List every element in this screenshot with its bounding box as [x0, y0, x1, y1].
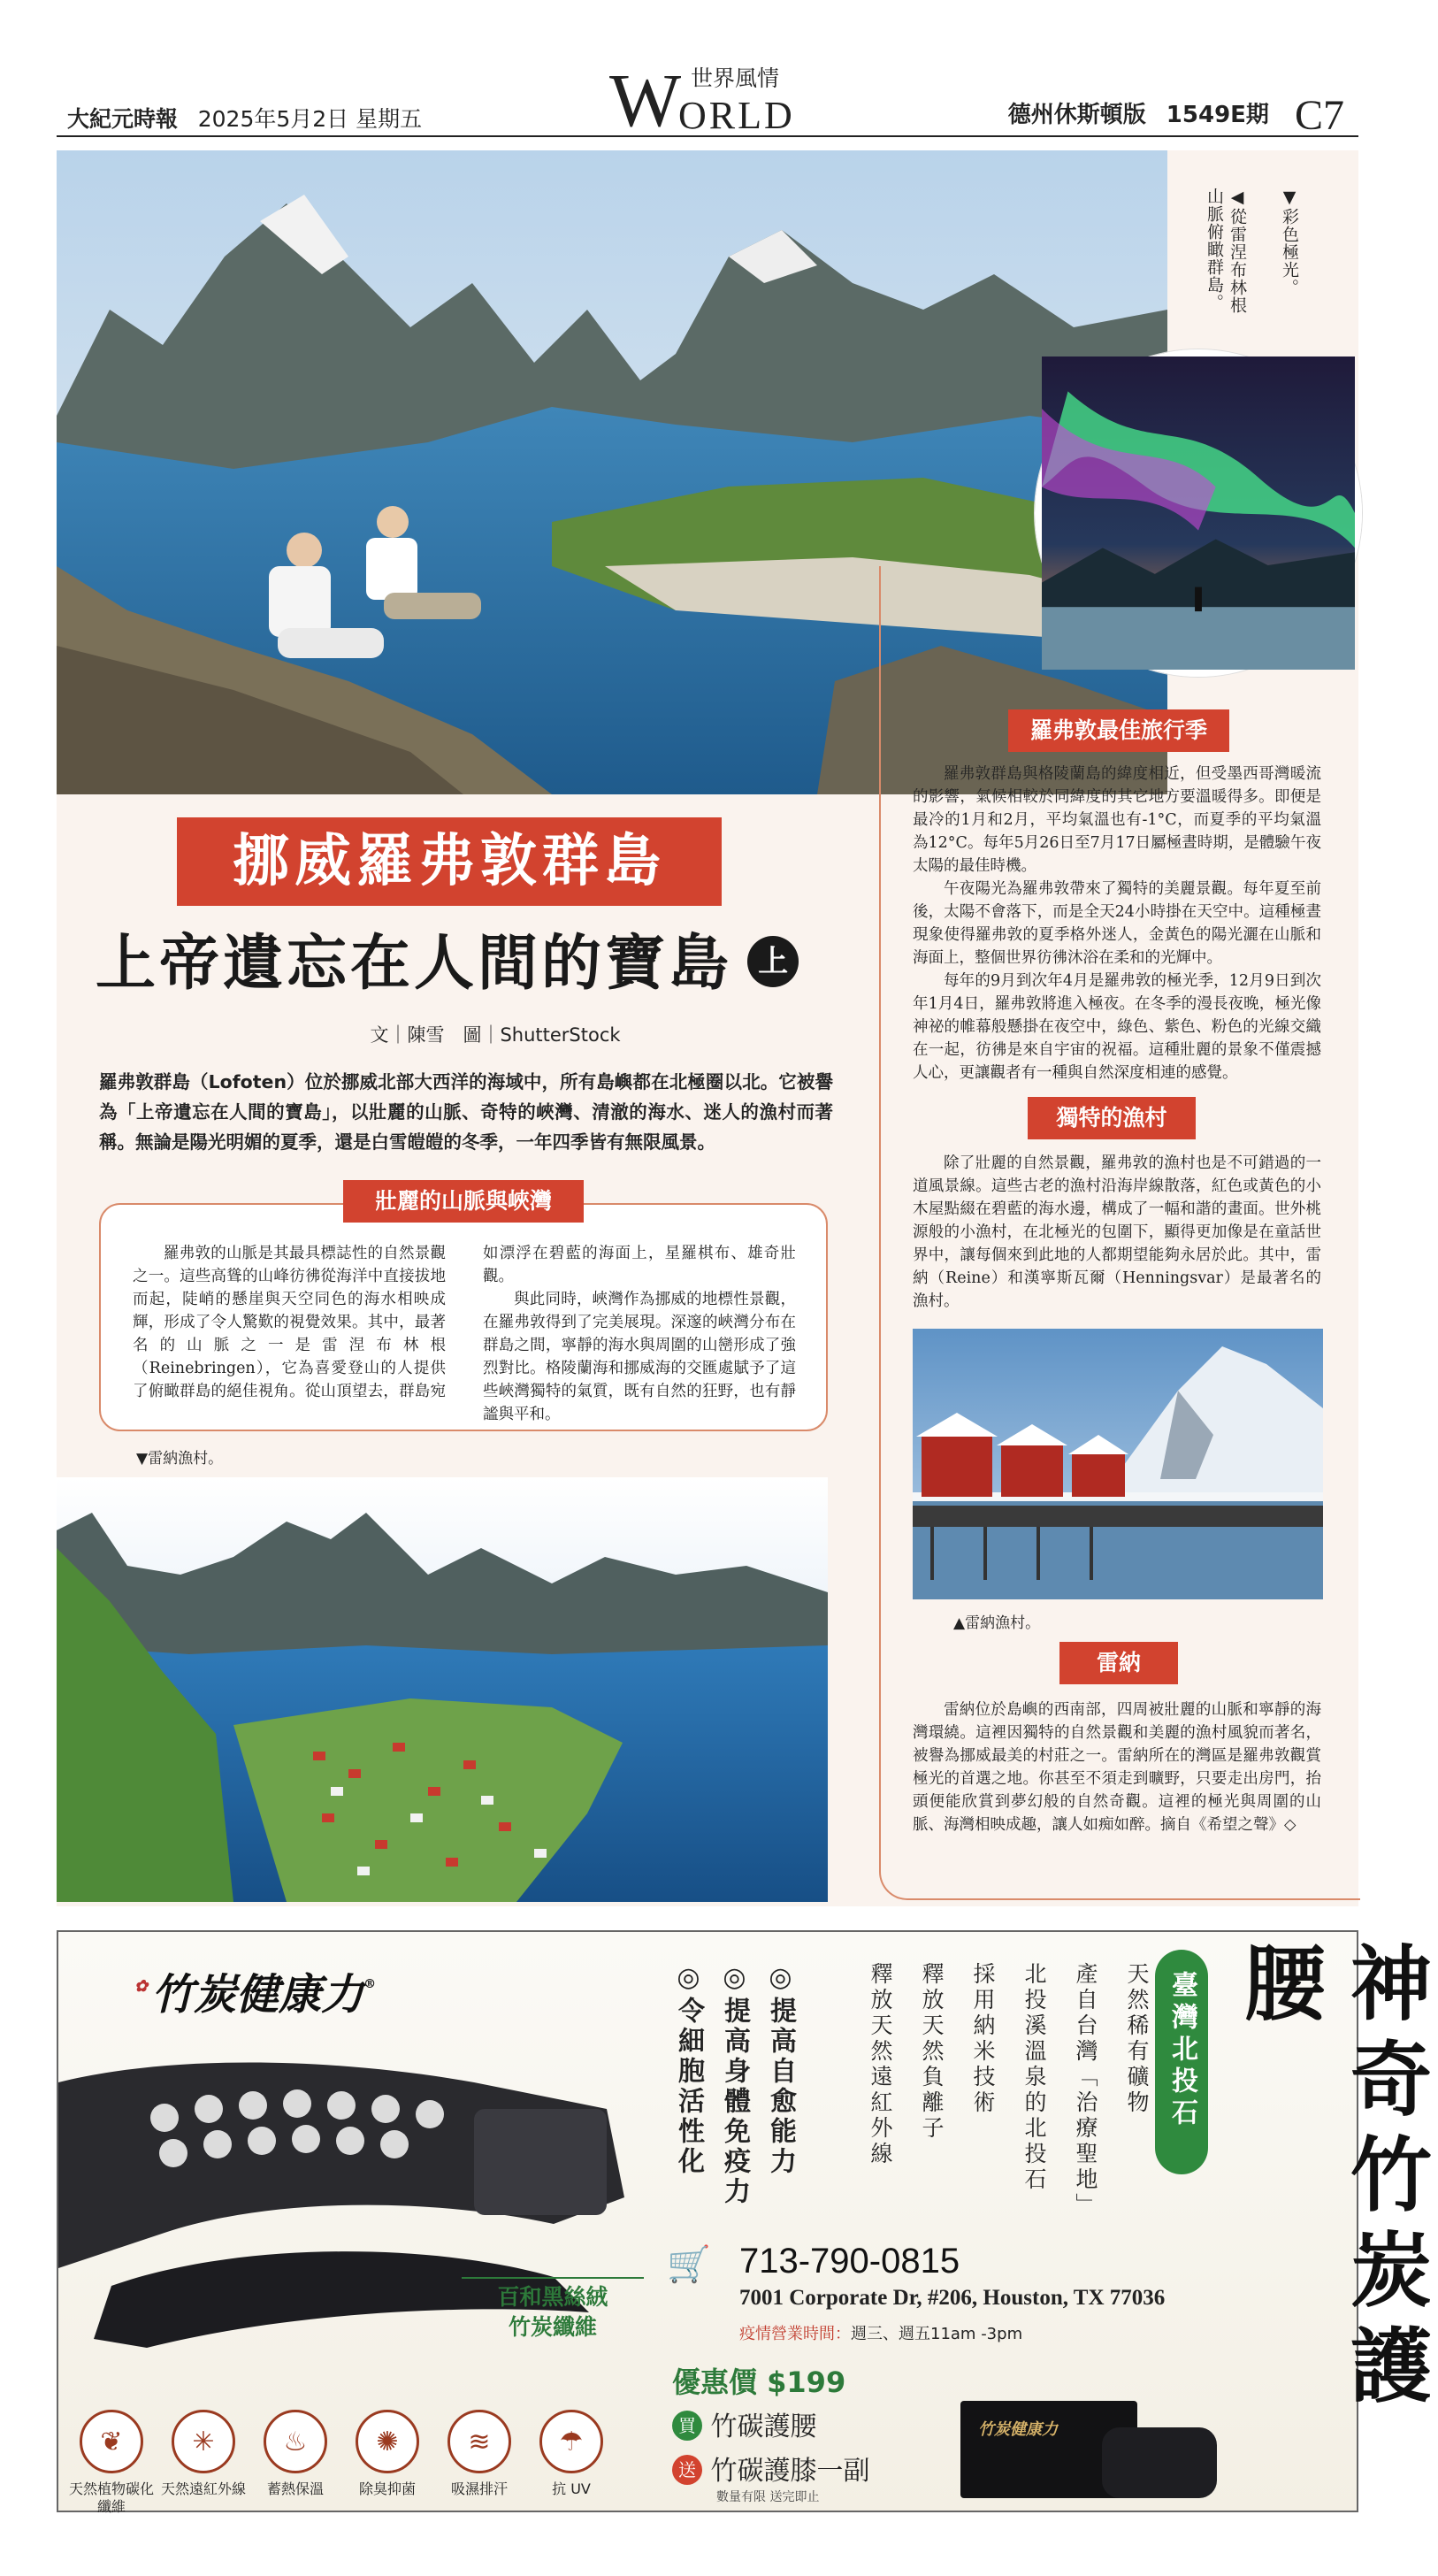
fiber-label	[462, 2277, 644, 2342]
moisture-icon: ≋	[447, 2410, 511, 2473]
origin-badge-text: 臺灣北投石	[1166, 1971, 1197, 2130]
ad-benefits	[665, 1962, 803, 2207]
masthead-left	[67, 102, 422, 134]
section3-paragraph: 除了壯麗的自然景觀，羅弗敦的漁村也是不可錯過的一道風景線。這些古老的漁村沿海岸線散落，紅色或黃色的小木屋點綴在碧藍的海水邊，構成了一幅和諧的畫面。世外桃源般的小漁村，在北極光的包圍下，顯得更加像是在童話世界中，讓每個來到此地的人都期望能夠永居於此。其中，雷納（Reine）和漢寧斯瓦爾（Henningsvar）是最著名的漁村。	[913, 1154, 1321, 1310]
issue-date: 2025年5月2日 星期五	[197, 106, 423, 132]
section2-paragraph: 午夜陽光為羅弗敦帶來了獨特的美麗景觀。每年夏至前後，太陽不會落下，而是全天24小時掛在天空中。這種極晝現象使得羅弗敦的夏季格外迷人，金黃色的陽光灑在山脈和海面上，整個世界彷彿沐浴在柔和的光輝中。	[913, 880, 1321, 967]
origin-badge	[1155, 1950, 1208, 2174]
fiber-line2: 竹炭纖維	[508, 2314, 597, 2340]
edition: 德州休斯頓版	[1007, 102, 1146, 128]
reine-winter-caption: ▲雷納漁村。	[953, 1614, 1041, 1632]
feature-label: 天然遠紅外線	[160, 2480, 246, 2497]
article-title: 挪威羅弗敦群島	[233, 829, 666, 894]
hours-value: 週三、週五11am -3pm	[851, 2325, 1023, 2343]
buy-row	[672, 2404, 817, 2443]
section4-heading: 雷納	[1059, 1642, 1178, 1684]
gift-item: 竹碳護膝一副	[710, 2456, 870, 2487]
section-logo-rest: ORLD	[678, 94, 795, 137]
fiber-line1: 百和黑絲絨	[497, 2284, 608, 2310]
buy-item: 竹碳護腰	[710, 2411, 817, 2442]
benefit-line: ◎提高自愈能力	[765, 1962, 796, 2177]
benefit-line: ◎提高身體免疫力	[719, 1962, 750, 2207]
masthead	[57, 58, 1358, 142]
feature-item	[527, 2410, 616, 2498]
ad-line: 北投溪溫泉的北投石	[1021, 1962, 1047, 2193]
antibacterial-icon: ✺	[356, 2410, 419, 2473]
feature-item	[251, 2410, 340, 2498]
section4-paragraph: 雷納位於島嶼的西南部，四周被壯麗的山脈和寧靜的海灣環繞。這裡因獨特的自然景觀和美麗的漁村風貌而著名，被譽為挪威最美的村莊之一。雷納所在的灣區是羅弗敦觀賞極光的首選之地。你甚至不須走到曠野，只要走出房門，抬頭便能欣賞到夢幻般的自然奇觀。這裡的極光與周圍的山脈、海灣相映成趣，讓人如痴如醉。摘自《希望之聲》◇	[913, 1701, 1321, 1834]
ad-price: 優惠價 $199	[672, 2365, 846, 2399]
masthead-right	[1008, 91, 1344, 140]
buy-badge: 買	[672, 2411, 702, 2441]
section4-body	[913, 1698, 1321, 1836]
section-logo	[609, 58, 866, 142]
byline: 文｜陳雪 圖｜ShutterStock	[370, 1024, 621, 1046]
feature-item	[159, 2410, 248, 2498]
gift-badge: 送	[672, 2455, 702, 2485]
section1-paragraph: 羅弗敦的山脈是其最具標誌性的自然景觀之一。這些高聳的山峰彷彿從海洋中直接拔地而起，陡峭的懸崖與天空同色的海水相映成輝，形成了令人驚歎的視覺效果。其中，最著名的山脈之一是雷涅布林根（Reinebringen），它為喜愛登山的人提供了俯瞰群島的絕佳視角。從山頂望去，群島宛如漂浮在碧藍的海面上，星羅棋布、雄奇壯觀。	[133, 1245, 796, 1400]
registered-mark: ®	[363, 1977, 377, 1991]
reine-winter-photo	[913, 1329, 1323, 1599]
title-banner	[177, 817, 722, 906]
feature-label: 吸濕排汗	[450, 2480, 508, 2497]
section2-paragraph: 羅弗敦群島與格陵蘭島的緯度相近，但受墨西哥灣暖流的影響，氣候相較於同緯度的其它地方要溫暖得多。即便是最冷的1月和2月，平均氣溫也有-1°C，而夏季的平均氣溫為12°C。每年5月26日至7月17日屬極晝時期，是體驗午夜太陽的最佳時機。	[913, 765, 1321, 875]
limited-note: 數量有限 送完即止	[716, 2490, 820, 2504]
feature-label: 天然植物碳化纖維	[68, 2480, 154, 2515]
section1-paragraph: 與此同時，峽灣作為挪威的地標性景觀，在羅弗敦得到了完美展現。深邃的峽灣分布在群島之間，寧靜的海水與周圍的山巒形成了強烈對比。格陵蘭海和挪威海的交匯處賦予了這些峽灣獨特的氣質，既有自然的狂野，也有靜謐與平和。	[483, 1291, 796, 1423]
ad-brand	[134, 1960, 376, 2021]
knee-pad-product	[1102, 2427, 1217, 2498]
mountain-caption-line2: 山脈俯瞰群島。	[1205, 188, 1224, 311]
part-badge: 上	[747, 936, 799, 987]
ad-line: 採用納米技術	[970, 1962, 996, 2116]
ad-description	[854, 1962, 1162, 2219]
feature-label: 除臭抑菌	[358, 2480, 416, 2497]
subtitle-row	[96, 920, 874, 1008]
section2-body	[913, 763, 1321, 1085]
cart-icon: 🛒	[667, 2244, 711, 2285]
feature-item	[435, 2410, 524, 2498]
paper-name: 大紀元時報	[67, 106, 179, 132]
section3-heading: 獨特的漁村	[1028, 1097, 1196, 1139]
section-name-zh: 世界風情	[691, 65, 780, 91]
issue-number: 1549E期	[1166, 102, 1269, 128]
plant-icon: ❦	[80, 2410, 143, 2473]
ad-line: 釋放天然負離子	[919, 1962, 945, 2142]
ad-hours	[739, 2321, 1022, 2344]
ad-line: 釋放天然遠紅外線	[868, 1962, 893, 2167]
uv-icon: ☂	[539, 2410, 603, 2473]
mountain-caption-line1: ◀從雷涅布林根	[1228, 188, 1247, 314]
section1-heading: 壯麗的山脈與峽灣	[343, 1180, 584, 1223]
heat-icon: ♨	[264, 2410, 327, 2473]
section-logo-w: W	[609, 58, 682, 142]
reine-village-photo	[57, 1442, 828, 1902]
ad-line: 產自台灣「治療聖地」	[1073, 1962, 1098, 2219]
mountain-caption	[1203, 188, 1249, 314]
ad-line: 天然稀有礦物	[1124, 1962, 1150, 2116]
ad-headline: 神奇竹炭護腰	[1231, 1941, 1433, 2419]
section1-body	[133, 1242, 796, 1426]
ad-address: 7001 Corporate Dr, #206, Houston, TX 77036	[739, 2286, 1166, 2310]
ad-phone: 713-790-0815	[739, 2242, 960, 2281]
section3-body	[913, 1152, 1321, 1313]
brand-seal-icon: ✿	[134, 1977, 149, 1996]
advertisement	[57, 1930, 1433, 2515]
gift-row	[672, 2449, 870, 2488]
hours-label: 疫情營業時間：	[739, 2325, 851, 2343]
box-label: 竹炭健康力	[978, 2420, 1058, 2439]
aurora-caption: ▼彩色極光。	[1280, 188, 1299, 296]
intro-paragraph: 羅弗敦群島（Lofoten）位於挪威北部大西洋的海域中，所有島嶼都在北極圈以北。它被譽為「上帝遺忘在人間的寶島」，以壯麗的山脈、奇特的峽灣、清澈的海水、迷人的漁村而著稱。無論是陽光明媚的夏季，還是白雪皚皚的冬季，一年四季皆有無限風景。	[99, 1071, 833, 1153]
ad-brand-name: 竹炭健康力	[151, 1970, 364, 2020]
section2-paragraph: 每年的9月到次年4月是羅弗敦的極光季，12月9日到次年1月4日，羅弗敦將進入極夜。在冬季的漫長夜晚，極光像神祕的帷幕般懸掛在夜空中，綠色、紫色、粉色的光線交織在一起，彷彿是來自宇宙的祝福。這種壯麗的景象不僅震撼人心，更讓觀者有一種與自然深度相連的感覺。	[913, 972, 1321, 1082]
reine-village-caption: ▼雷納漁村。	[136, 1450, 224, 1468]
feature-label: 蓄熱保溫	[266, 2480, 324, 2497]
section2-heading: 羅弗敦最佳旅行季	[1008, 709, 1229, 752]
benefit-line: ◎令細胞活性化	[673, 1962, 704, 2177]
page-number: C7	[1294, 92, 1344, 139]
article-subtitle: 上帝遺忘在人間的寶島	[96, 929, 733, 999]
feature-item	[67, 2410, 156, 2516]
star-icon: ✳	[172, 2410, 235, 2473]
feature-item	[343, 2410, 432, 2498]
feature-label: 抗 UV	[552, 2480, 591, 2497]
